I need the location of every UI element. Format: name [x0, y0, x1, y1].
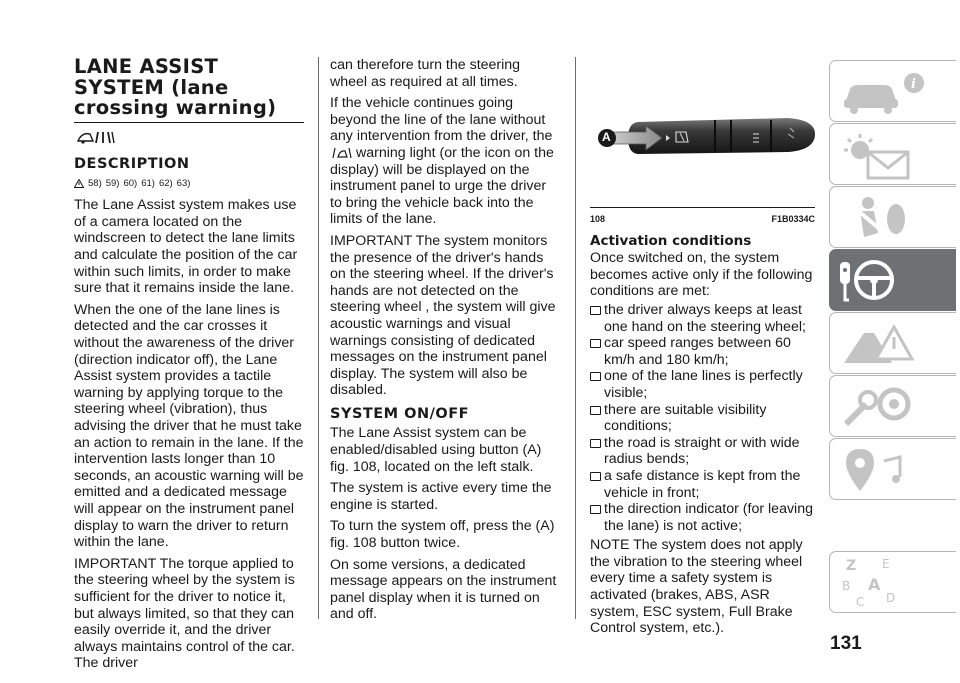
paragraph: The Lane Assist system can be enabled/disabled using button (A) fig. 108, located on the left stalk.: [330, 425, 542, 475]
ref-item: 58): [88, 177, 102, 189]
bullet-icon: [590, 406, 601, 415]
figure-caption: [590, 211, 815, 228]
index-letter: A: [868, 575, 881, 594]
warning-triangle-icon: [74, 179, 84, 188]
list-item: the direction indicator (for leaving the lane) is not active;: [590, 501, 815, 534]
ref-item: 63): [176, 177, 191, 189]
paragraph: can therefore turn the steering wheel as required at all times.: [330, 57, 521, 90]
paragraph: Once switched on, the system becomes active only if the following conditions are met:: [590, 250, 813, 300]
bullet-icon: [590, 505, 601, 514]
media-nav-icon: [838, 445, 948, 495]
ref-item: 59): [105, 177, 120, 189]
paragraph: The Lane Assist system makes use of a camera located on the windscreen to detect the lane limits and calculate the position of the car within such limits, in order to make sure that it remains inside the lane.: [74, 197, 298, 297]
paragraph: The system is active every time the engine is started.: [330, 480, 552, 513]
figure-code: F1B0334C: [771, 214, 815, 224]
paragraph: IMPORTANT The system monitors the presence of the driver's hands on the steering wheel. If the driver's hands are not detected on the steering wheel , the system will give acoustic warnings and visual warnings consisting of dedicated messages on the instrument panel display. The system will also be disabled.: [330, 232, 556, 399]
tab-safety[interactable]: [829, 186, 956, 248]
paragraph: On some versions, a dedicated message appears on the instrument panel display when it is turned on and off.: [330, 556, 557, 623]
svg-text:i: i: [911, 77, 916, 92]
left-stalk-illustration: [590, 62, 815, 207]
figure-108: [590, 62, 815, 207]
tab-index[interactable]: [829, 551, 956, 613]
ref-item: 61): [141, 177, 155, 189]
alphabet-index-icon: [838, 554, 948, 608]
description-heading: DESCRIPTION: [74, 156, 190, 173]
index-letter: C: [856, 595, 865, 608]
list-item: car speed ranges between 60 km/h and 180 km/h;: [590, 335, 815, 368]
column-divider: [318, 57, 319, 619]
title-rule: [74, 122, 304, 123]
tab-starting-and-driving[interactable]: [829, 249, 956, 311]
ref-item: 60): [123, 177, 138, 189]
activation-heading: Activation conditions: [590, 232, 752, 249]
note-paragraph: NOTE The system does not apply the vibration to the steering wheel every time a safety system is activated (brakes, ABS, ASR system, ESC system, Full Brake Control system, etc.).: [590, 537, 803, 637]
lane-warning-light-icon: [330, 146, 352, 160]
figure-callout-label: A: [602, 130, 611, 144]
paragraph: IMPORTANT The torque applied to the steering wheel by the system is sufficient for the driver to notice it, but always limited, so that they can easily override it, and the driver always maintains control of the car. The driver: [74, 555, 295, 672]
index-letter: B: [842, 579, 851, 593]
tab-in-an-emergency[interactable]: [829, 312, 956, 374]
conditions-list: [590, 302, 815, 534]
lane-assist-icon: [76, 129, 120, 145]
tab-multimedia[interactable]: [829, 438, 956, 500]
system-onoff-heading: SYSTEM ON/OFF: [330, 405, 470, 422]
road-warning-icon: [838, 319, 948, 369]
key-steering-icon: [838, 256, 948, 306]
tab-warning-lights[interactable]: [829, 123, 956, 185]
column-1: [74, 0, 306, 677]
page-title: LANE ASSIST SYSTEM (lane crossing warning): [74, 55, 277, 119]
column-2: [330, 57, 560, 628]
paragraph: If the vehicle continues going beyond the line of the lane without any intervention from the driver, the warning light (or the icon on the display) will be displayed on the instrument panel to urge the driver to bring the vehicle back into the limits of the lane.: [330, 95, 554, 228]
bullet-icon: [590, 339, 601, 348]
bullet-icon: [590, 439, 601, 448]
column-divider: [575, 57, 576, 619]
list-item: the road is straight or with wide radius bends;: [590, 435, 815, 468]
car-info-icon: [838, 67, 948, 117]
lights-envelope-icon: [838, 130, 948, 180]
figure-number: 108: [590, 214, 606, 224]
tab-servicing-and-care[interactable]: [829, 375, 956, 437]
index-letter: Z: [846, 558, 857, 574]
tab-knowing-your-car[interactable]: [829, 60, 956, 122]
index-letter: D: [886, 591, 896, 605]
list-item: there are suitable visibility conditions;: [590, 402, 815, 435]
bullet-icon: [590, 372, 601, 381]
warning-refs: [74, 176, 306, 193]
list-item: one of the lane lines is perfectly visible;: [590, 368, 815, 401]
bullet-icon: [590, 472, 601, 481]
list-item: the driver always keeps at least one hand on the steering wheel;: [590, 302, 815, 335]
figure-rule: [590, 207, 815, 208]
page-number: 131: [830, 633, 862, 654]
column-3: [590, 0, 815, 642]
list-item: a safe distance is kept from the vehicle in front;: [590, 468, 815, 501]
paragraph: When the one of the lane lines is detected and the car crosses it without the awareness of the driver (direction indicator off), the Lane Assist system provides a tactile warning by applying torque to the steering wheel (vibration), thus advising the driver that he must take an action to remain in the lane. If the intervention lasts longer than 10 seconds, an acoustic warning will be emitted and a dedicated message will appear on the instrument panel display to warn the driver to return within the lane.: [74, 301, 304, 551]
index-letter: E: [882, 557, 890, 571]
ref-item: 62): [158, 177, 173, 189]
safety-airbag-icon: [838, 193, 948, 243]
bullet-icon: [590, 306, 601, 315]
wrench-tire-icon: [838, 382, 948, 432]
paragraph: To turn the system off, press the (A) fig. 108 button twice.: [330, 518, 555, 552]
